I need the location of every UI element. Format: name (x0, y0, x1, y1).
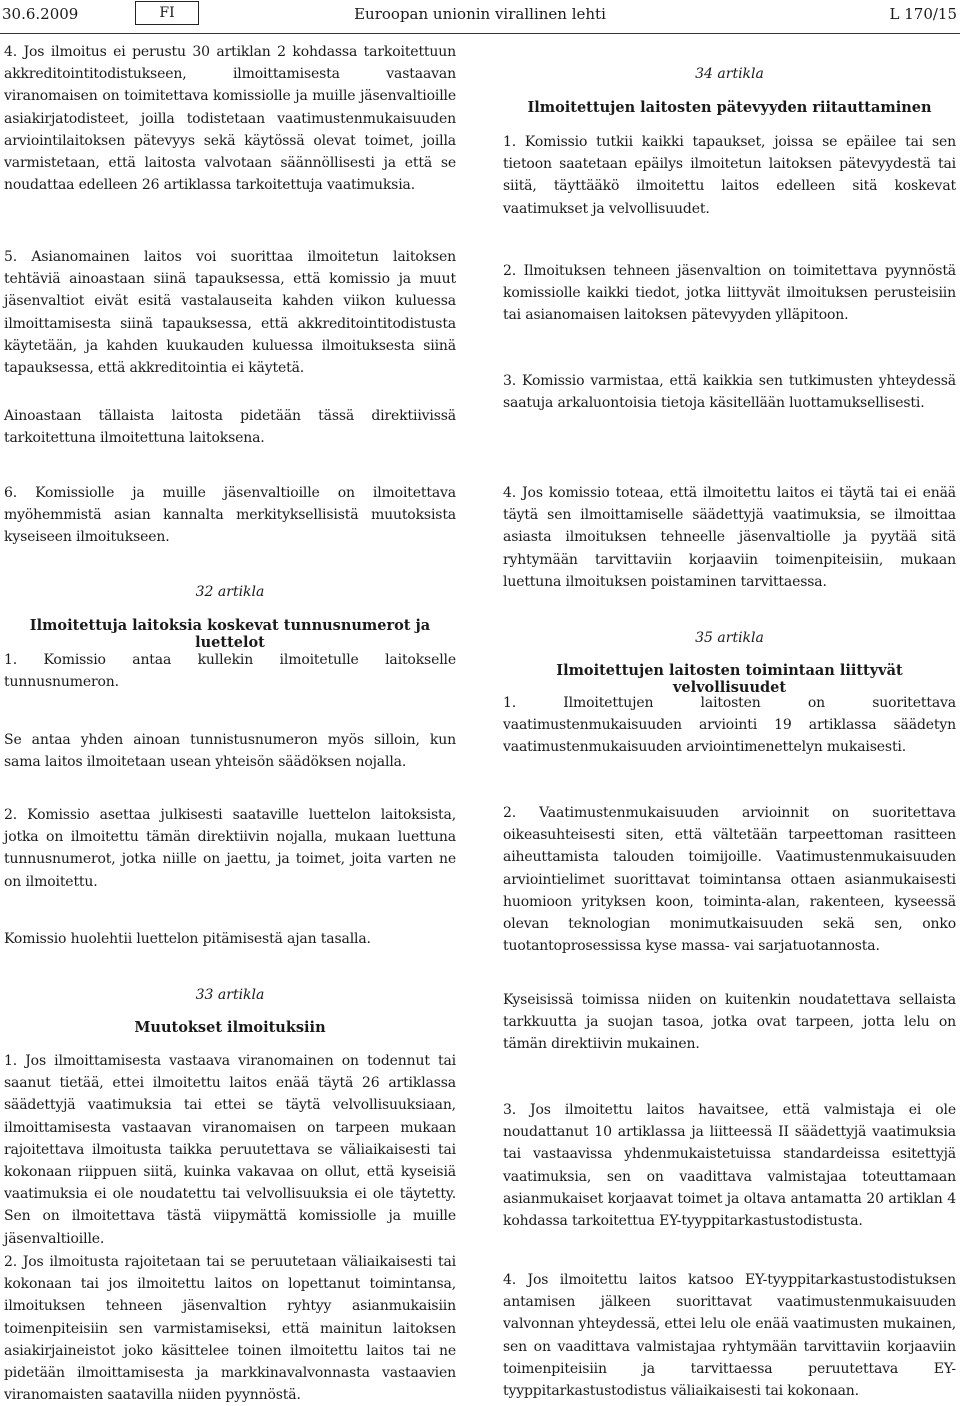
language-badge: FI (135, 1, 199, 25)
article-34-paragraph-3: 3. Komissio varmistaa, että kaikkia sen tutkimusten yhteydessä saatuja arkaluontoisia tietoja käsitellään luottamuksellisesti. (503, 373, 956, 412)
paragraph-6: 6. Komissiolle ja muille jäsenvaltioille on ilmoitettava myöhemmistä asian kannalta merkityksellisistä muutoksista kyseiseen ilmoitukseen. (4, 485, 456, 546)
article-35-paragraph-2-continued: Kyseisissä toimissa niiden on kuitenkin noudatettava sellaista tarkkuutta ja suojan tasoa, jotka ovat tarpeen, jotta lelu on tämän direktiivin mukainen. (503, 992, 956, 1053)
article-32-paragraph-1-continued: Se antaa yhden ainoan tunnistusnumeron myös silloin, kun sama laitos ilmoitetaan usean yhteisön säädöksen nojalla. (4, 732, 456, 771)
article-32-title: Ilmoitettuja laitoksia koskevat tunnusnumerot ja luettelot (29, 617, 431, 651)
article-32-number: 32 artikla (195, 584, 265, 600)
header-divider (0, 33, 960, 34)
publication-date: 30.6.2009 (2, 5, 79, 23)
article-33-title: Muutokset ilmoituksiin (134, 1019, 326, 1036)
article-35-paragraph-2: 2. Vaatimustenmukaisuuden arvioinnit on suoritettava oikeasuhteisesti siten, että vältetään tarpeettoman rasitteen aiheuttamista talouden toimijoille. Vaatimustenmukaisuuden arviointielimet suorittavat toimintansa ottaen asianmukaisesti huomioon yrityksen koon, toiminta-alan, rakenteen, kyseessä olevan teknologian monimutkaisuuden sekä sen, onko tuotantoprosessissa kyse massa- vai sarjatuotannosta. (503, 805, 956, 955)
article-32-paragraph-2: 2. Komissio asettaa julkisesti saataville luettelon laitoksista, jotka on ilmoitettu tämän direktiivin nojalla, mukaan luettuna tunnusnumerot, jotka niille on jaettu, ja toimet, joita varten ne on ilmoitettu. (4, 807, 456, 890)
article-34-paragraph-2: 2. Ilmoituksen tehneen jäsenvaltion on toimitettava pyynnöstä komissiolle kaikki tiedot, jotka liittyvät ilmoituksen perusteisiin tai asianomaisen laitoksen pätevyyden ylläpitoon. (503, 263, 956, 324)
article-35-number: 35 artikla (695, 630, 764, 646)
article-34-title: Ilmoitettujen laitosten pätevyyden riitauttaminen (527, 99, 932, 116)
article-35-title: Ilmoitettujen laitosten toimintaan liittyvät velvollisuudet (556, 662, 903, 696)
paragraph-5: 5. Asianomainen laitos voi suorittaa ilmoitetun laitoksen tehtäviä ainoastaan siinä tapauksessa, että komissio ja muut jäsenvaltiot eivät esitä vastalauseita kahden viikon kuluessa ilmoittamisesta siinä tapauksessa, että akkreditointitodistusta käytetään, ja kahden kuukauden kuluessa ilmoituksesta siinä tapauksessa, että akkreditointia ei käytetä. (4, 249, 456, 377)
article-33-number: 33 artikla (195, 987, 265, 1003)
article-35-paragraph-1: 1. Ilmoitettujen laitosten on suoritettava vaatimustenmukaisuuden arviointi 19 artiklassa säädetyn vaatimustenmukaisuuden arviointimenettelyn mukaisesti. (503, 695, 956, 756)
article-35-paragraph-3: 3. Jos ilmoitettu laitos havaitsee, että valmistaja ei ole noudattanut 10 artiklassa ja liitteessä II säädettyjä vaatimuksia tai vastaavissa yhdenmukaistetuissa standardeissa esitettyjä vaatimuksia, sen on vaadittava valmistajaa toteuttamaan asianmukaiset korjaavat toimet ja oltava antamatta 20 artiklan 4 kohdassa tarkoitettua EY-tyyppitarkastustodistusta. (503, 1102, 956, 1230)
article-32-paragraph-1: 1. Komissio antaa kullekin ilmoitetulle laitokselle tunnusnumeron. (4, 652, 456, 691)
article-35-paragraph-4: 4. Jos ilmoitettu laitos katsoo EY-tyyppitarkastustodistuksen antamisen jälkeen suorittavat vaatimustenmukaisuuden valvonnan yhteydessä, ettei lelu ole enää vaatimusten mukainen, sen on vaadittava valmistajaa ryhtymään tarvittaviin korjaaviin toimenpiteisiin ja tarvittaessa peruutettava EY-tyyppitarkastustodistus väliaikaisesti tai kokonaan. (503, 1272, 956, 1400)
article-34-paragraph-4: 4. Jos komissio toteaa, että ilmoitettu laitos ei täytä tai ei enää täytä sen ilmoittamiselle säädettyjä vaatimuksia, se ilmoittaa asiasta ilmoituksen tehneelle jäsenvaltiolle ja pyytää sitä ryhtymään tarvittaviin korjaaviin toimenpiteisiin, mukaan luettuna ilmoituksen poistaminen tarvittaessa. (503, 485, 956, 590)
journal-title: Euroopan unionin virallinen lehti (354, 5, 606, 23)
paragraph-5-continued: Ainoastaan tällaista laitosta pidetään tässä direktiivissä tarkoitettuna ilmoitettuna laitoksena. (4, 408, 456, 447)
page-header (0, 0, 960, 30)
page-reference: L 170/15 (889, 5, 957, 23)
article-34-number: 34 artikla (695, 66, 764, 82)
article-32-paragraph-2-continued: Komissio huolehtii luettelon pitämisestä ajan tasalla. (4, 931, 371, 947)
article-34-paragraph-1: 1. Komissio tutkii kaikki tapaukset, joissa se epäilee tai sen tietoon saatetaan epäilys ilmoitetun laitoksen pätevyydestä tai siitä, täyttääkö ilmoitettu laitos edelleen sitä koskevat vaatimukset ja velvollisuudet. (503, 134, 956, 217)
paragraph-4: 4. Jos ilmoitus ei perustu 30 artiklan 2 kohdassa tarkoitettuun akkreditointitodistukseen, ilmoittamisesta vastaavan viranomaisen on toimitettava komissiolle ja muille jäsenvaltioille asiakirjatodisteet, joilla todistetaan vaatimustenmukaisuuden arviointilaitoksen pätevyys sekä käytössä olevat toimet, joilla varmistetaan, että laitosta valvotaan säännöllisesti ja että se noudattaa edelleen 26 artiklassa tarkoitettuja vaatimuksia. (4, 44, 456, 194)
article-33-paragraph-1: 1. Jos ilmoittamisesta vastaava viranomainen on todennut tai saanut tietää, ettei ilmoitettu laitos enää täytä 26 artiklassa säädettyjä vaatimuksia tai ettei se täytä velvollisuuksiaan, ilmoittamisesta vastaavan viranomaisen on tarpeen mukaan rajoitettava ilmoitusta taikka peruutettava se väliaikaisesti tai kokonaan riippuen siitä, kuinka vakavaa on ollut, että kyseisiä vaatimuksia ei ole noudatettu tai velvollisuuksia ei ole täytetty. Sen on ilmoitettava tästä viipymättä komissiolle ja muille jäsenvaltioille. (4, 1053, 456, 1247)
article-33-paragraph-2: 2. Jos ilmoitusta rajoitetaan tai se peruutetaan väliaikaisesti tai kokonaan tai jos ilmoitettu laitos on lopettanut toimintansa, ilmoituksen tehneen jäsenvaltion ryhtyy asianmukaisiin toimenpiteisiin sen varmistamiseksi, että mainitun laitoksen asiakirjaineistot joko käsittelee toinen ilmoitettu laitos tai ne pidetään ilmoittamisesta ja markkinavalvonnasta vastaavien viranomaisten saatavilla niiden pyynnöstä. (4, 1254, 456, 1404)
